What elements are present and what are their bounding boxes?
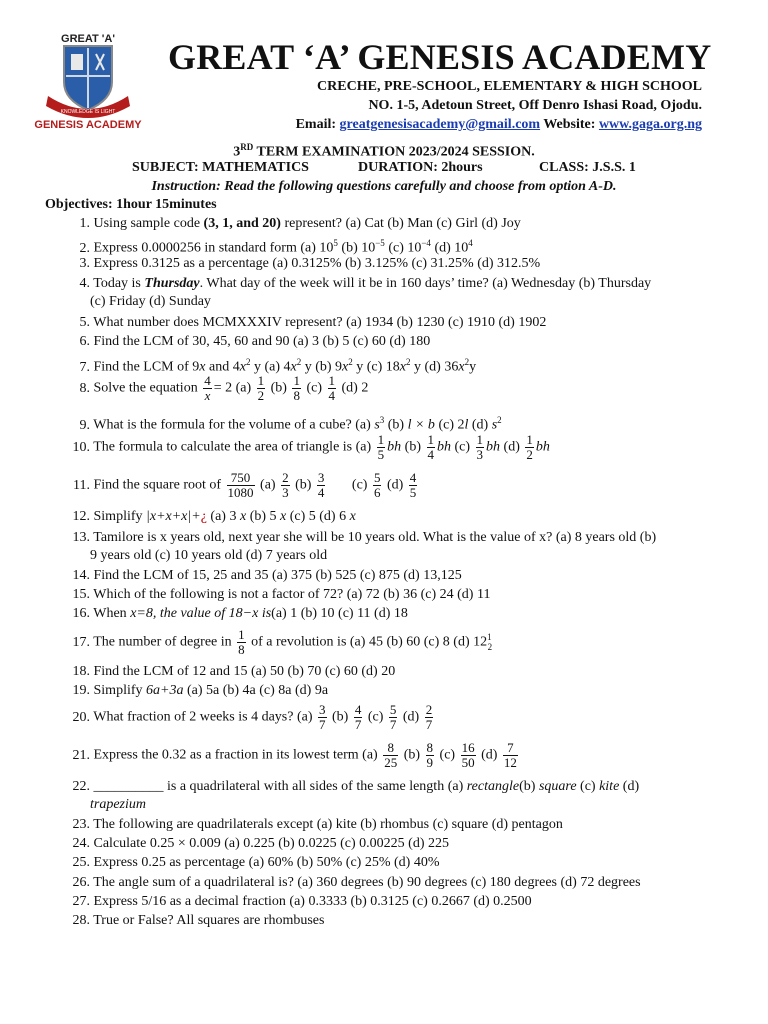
question-15: 15. Which of the following is not a factor of 72? (a) 72 (b) 36 (c) 24 (d) 11 <box>72 587 491 602</box>
question-25: 25. Express 0.25 as percentage (a) 60% (b) 50% (c) 25% (d) 40% <box>72 855 440 870</box>
logo-bottom-text: GENESIS ACADEMY <box>34 119 142 130</box>
question-16: 16. When x=8, the value of 18−x is(a) 1 (b) 10 (c) 11 (d) 18 <box>72 606 408 621</box>
subject-label: SUBJECT: MATHEMATICS <box>132 160 309 175</box>
question-22: 22. __________ is a quadrilateral with all sides of the same length (a) rectangle(b) square (c) kite (d) trapezium <box>72 779 640 812</box>
question-21: 21. Express the 0.32 as a fraction in its lowest term (a) $\frac{8}{25}$ (b) $\frac{8}{9}$ (c) $\frac{16}{50}$ (d) $\frac{7}{12}$ <box>72 740 517 770</box>
question-4: 4. Today is Thursday. What day of the week will it be in 160 days’ time? (a) Wednesday (b) Thursday (c) Friday (d) Sunday <box>79 276 652 309</box>
exam-title: 3RD TERM EXAMINATION 2023/2024 SESSION. <box>233 142 535 160</box>
contact-line <box>296 117 702 133</box>
school-address: NO. 1-5, Adetoun Street, Off Denro Ishasi Road, Ojodu. <box>368 98 702 113</box>
question-19: 19. Simplify 6a+3a (a) 5a (b) 4a (c) 8a (d) 9a <box>72 683 329 698</box>
question-8: 8. Solve the equation $\frac{4}{x}$ = 2 (a) $\frac{1}{2}$ (b) $\frac{1}{8}$ (c) $\frac{1}{4}$ (d) 2 <box>79 373 369 403</box>
question-20: 20. What fraction of 2 weeks is 4 days? (a) $\frac{3}{7}$ (b) $\frac{4}{7}$ (c) $\frac{5}{7}$ (d) $\frac{2}{7}$ <box>72 702 433 732</box>
question-10: 10. The formula to calculate the area of triangle is (a) $\frac{1}{5}$ bh (b) $\frac{1}{4}$ bh (c) $\frac{1}{3}$ bh (d) $\frac{1}{2}$ bh <box>72 432 550 462</box>
question-18: 18. Find the LCM of 12 and 15 (a) 50 (b) 70 (c) 60 (d) 20 <box>72 664 396 679</box>
question-6: 6. Find the LCM of 30, 45, 60 and 90 (a) 3 (b) 5 (c) 60 (d) 180 <box>79 334 431 349</box>
question-14: 14. Find the LCM of 15, 25 and 35 (a) 375 (b) 525 (c) 875 (d) 13,125 <box>72 568 462 583</box>
objectives-heading: Objectives: 1hour 15minutes <box>45 197 217 212</box>
question-17: 17. The number of degree in $\frac{1}{8}$ of a revolution is (a) 45 (b) 60 (c) 8 (d) $12^1_2$ <box>72 627 493 657</box>
email-link[interactable]: greatgenesisacademy@gmail.com <box>339 117 541 132</box>
logo-ribbon-text: KNOWLEDGE IS LIGHT <box>60 109 116 115</box>
instruction: Instruction: Read the following questions carefully and choose from option A-D. <box>151 179 617 194</box>
question-11: 11. Find the square root of $\frac{750}{1080}$ (a) $\frac{2}{3}$ (b) $\frac{3}{4}$ (c) $\frac{5}{6}$ (d) $\frac{4}{5}$ <box>73 470 417 500</box>
question-23: 23. The following are quadrilaterals except (a) kite (b) rhombus (c) square (d) pentagon <box>72 817 563 832</box>
class-label: CLASS: J.S.S. 1 <box>539 160 636 175</box>
school-levels: CRECHE, PRE-SCHOOL, ELEMENTARY & HIGH SCHOOL <box>317 79 702 94</box>
school-name: GREAT ‘A’ GENESIS ACADEMY <box>168 37 712 77</box>
question-13: 13. Tamilore is x years old, next year she will be 10 years old. What is the value of x? (a) 8 years old (b) 9 years old (c) 10 years old (d) 7 years old <box>72 530 657 563</box>
question-5: 5. What number does MCMXXXIV represent? (a) 1934 (b) 1230 (c) 1910 (d) 1902 <box>79 315 547 330</box>
email-label: Email: <box>295 117 337 132</box>
website-label: Website: <box>543 117 596 132</box>
website-link[interactable]: www.gaga.org.ng <box>598 117 702 132</box>
question-7: 7. Find the LCM of 9x and $4x^2$ y (a) $4x^2$ y (b) $9x^2$ y (c) $18x^2$ y (d) $36x^2y$ <box>79 357 477 375</box>
book-icon <box>71 54 83 70</box>
question-9: 9. What is the formula for the volume of a cube? (a) $s^3$ (b) l × b (c) 2l (d) $s^2$ <box>79 415 502 433</box>
logo-top-text: GREAT 'A' <box>61 33 115 45</box>
question-27: 27. Express 5/16 as a decimal fraction (a) 0.3333 (b) 0.3125 (c) 0.2667 (d) 0.2500 <box>72 894 532 909</box>
question-24: 24. Calculate 0.25 × 0.009 (a) 0.225 (b) 0.0225 (c) 0.00225 (d) 225 <box>72 836 449 851</box>
question-2: 2. Express 0.0000256 in standard form (a) $10^5$ (b) $10^{-5}$ (c) $10^{-4}$ (d) $10^4$ <box>79 238 473 256</box>
duration-label: DURATION: 2hours <box>358 160 483 175</box>
question-1: 1. Using sample code (3, 1, and 20) represent? (a) Cat (b) Man (c) Girl (d) Joy <box>79 216 521 231</box>
school-logo <box>34 30 142 130</box>
question-26: 26. The angle sum of a quadrilateral is? (a) 360 degrees (b) 90 degrees (c) 180 degrees (d) 72 degrees <box>72 875 641 890</box>
question-3: 3. Express 0.3125 as a percentage (a) 0.3125% (b) 3.125% (c) 31.25% (d) 312.5% <box>79 256 541 271</box>
question-28: 28. True or False? All squares are rhombuses <box>72 913 325 928</box>
question-12: 12. Simplify |x+x+x|+¿ (a) 3 x (b) 5 x (c) 5 (d) 6 x <box>72 509 356 524</box>
